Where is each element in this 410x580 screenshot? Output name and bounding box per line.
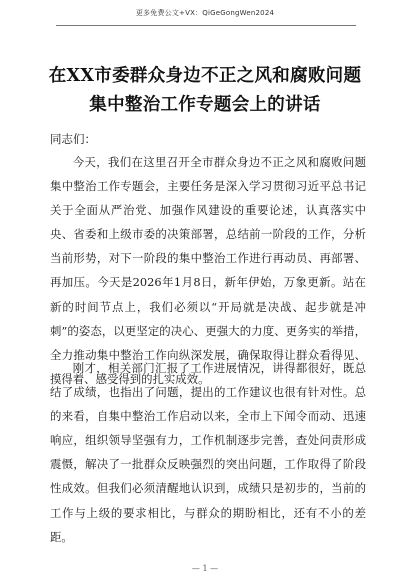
body-paragraph-1: 今天，我们在这里召开全市群众身边不正之风和腐败问题集中整治工作专题会，主要任务是深入学习贯彻习近平总书记关于全面从严治党、加强作风建设的重要论述，认真落实中央、省委和上级市委的决策部署，总结前一阶段的工作，分析当前形势，对下一阶段的集中整治工作进行再动员、再部署、再加压。今天是2026年1月8日，新年伊始，万象更新。站在新的时间节点上，我们必须以“开局就是决战、起步就是冲刺”的姿态，以更坚定的决心、更强大的力度、更务实的举措，全力推动集中整治工作向纵深发展，确保取得让群众看得见、摸得着、感受得到的扎实成效。 — [50, 155, 366, 386]
body-paragraph-2: 刚才，相关部门汇报了工作进展情况，讲得都很好，既总结了成绩，也指出了问题，提出的工作建议也很有针对性。总的来看，自集中整治工作启动以来，全市上下闻令而动、迅速响应，组织领导坚强有力，工作机制逐步完善，查处问责形成震慑，解决了一批群众反映强烈的突出问题，工作取得了阶段性成效。但我们必须清醒地认识到，成绩只是初步的，当前的工作与上级的要求相比，与群众的期盼相比，还有不小的差距。 — [50, 361, 366, 544]
header-note: 更多免费公文+VX：QiGeGongWen2024 — [135, 9, 275, 17]
document-title-line-2: 集中整治工作专题会上的讲话 — [89, 95, 321, 115]
header-divider — [56, 25, 356, 26]
page-number: — 1 — — [191, 564, 219, 573]
document-title-line-1: 在XX市委群众身边不正之风和腐败问题 — [48, 66, 362, 86]
salutation: 同志们： — [50, 132, 96, 146]
